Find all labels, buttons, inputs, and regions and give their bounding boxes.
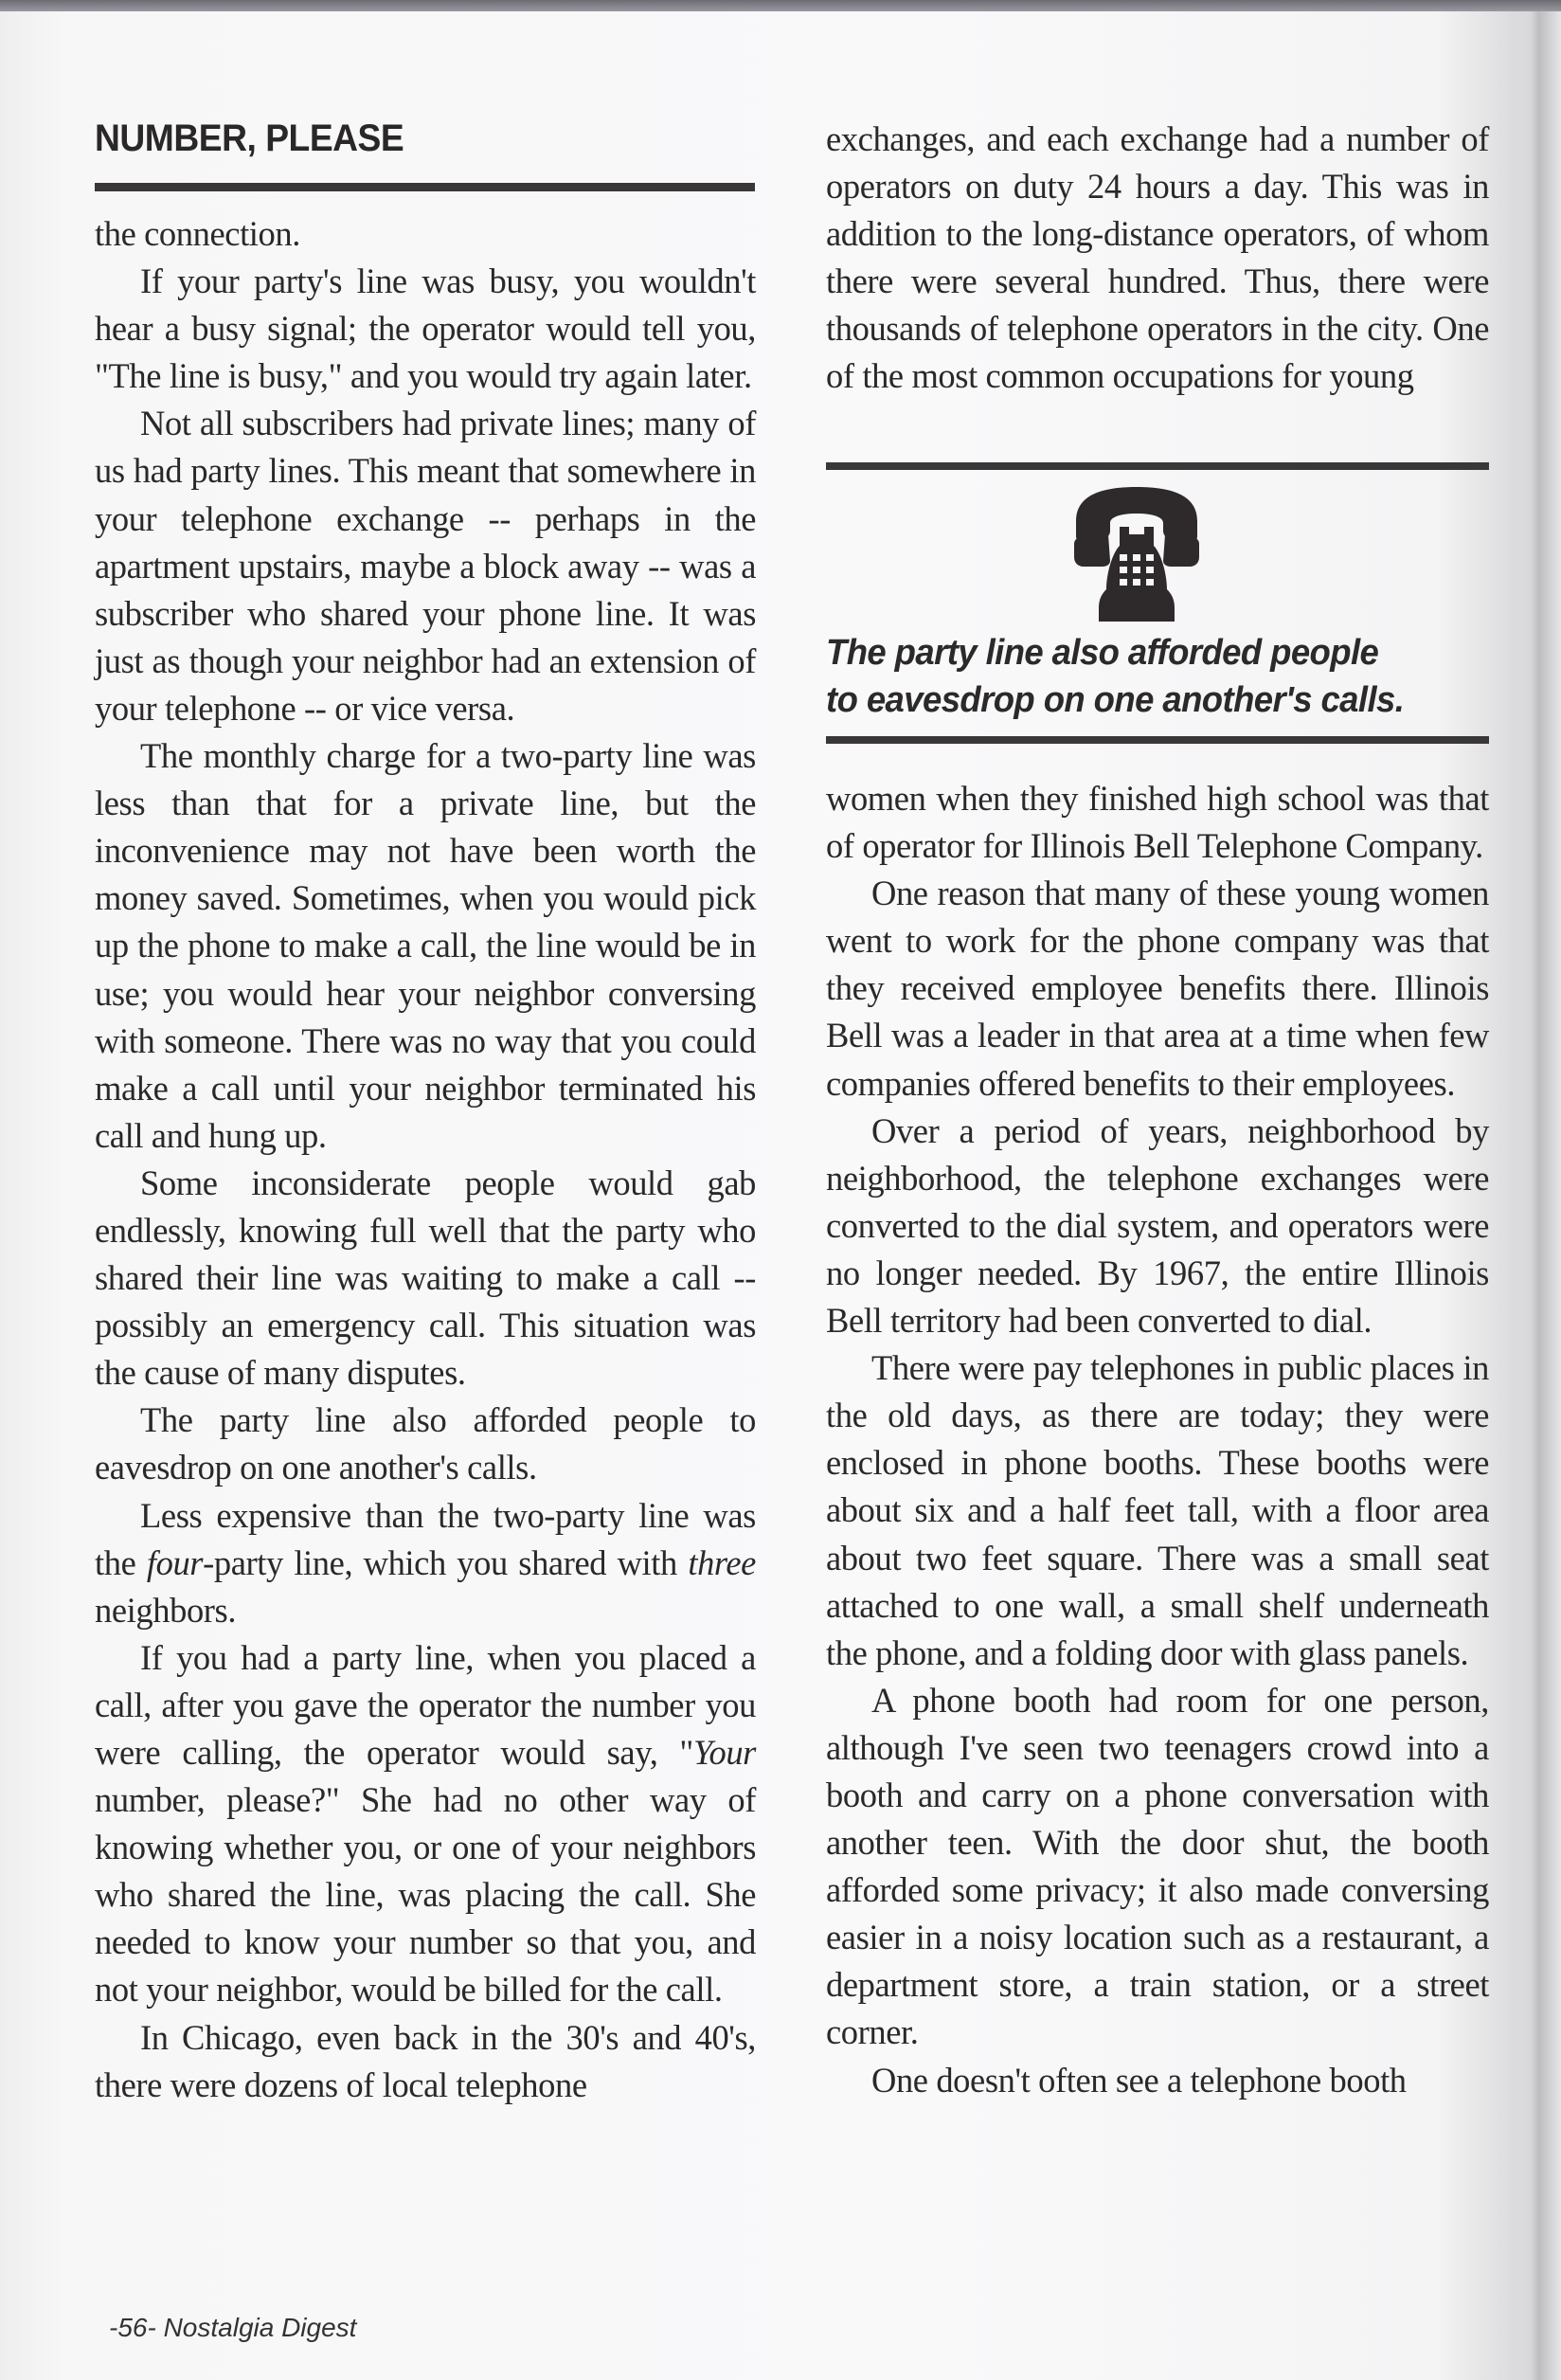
section-header: NUMBER, PLEASE <box>95 117 404 159</box>
text-run: There were pay telephones in public places in the old days, as there are today; they were enclosed in phone booths. These booths were about six and a half feet tall, with a floor area about two feet square. There was a small seat attached to one wall, a small shelf underneath the phone, and a folding door with glass panels. <box>826 1348 1489 1672</box>
paragraph <box>826 116 1489 401</box>
paragraph <box>826 775 1489 870</box>
paragraph <box>95 2014 756 2109</box>
text-run: If your party's line was busy, you wouldn't hear a busy signal; the operator would tell you, "The line is busy," and you would try again later. <box>95 261 756 396</box>
text-run: Not all subscribers had private lines; many of us had party lines. This meant that somewhere in your telephone exchange -- perhaps in the apartment upstairs, maybe a block away -- was a subscriber who shared your phone line. It was just as though your neighbor had an extension of your telephone -- or vice versa. <box>95 404 756 728</box>
italic-text: four <box>146 1542 204 1582</box>
text-run: Over a period of years, neighborhood by neighborhood, the telephone exchanges were converted to the dial system, and operators were no longer needed. By 1967, the entire Illinois Bell territory had been converted to dial. <box>826 1110 1489 1341</box>
text-run: The monthly charge for a two-party line was less than that for a private line, but the inconvenience may not have been worth the money saved. Sometimes, when you would pick up the phone to make a call, the line would be in use; you would hear your neighbor conversing with someone. There was no way that you could make a call until your neighbor terminated his call and hung up. <box>95 736 756 1155</box>
text-run: number, please?" She had no other way of knowing whether you, or one of your neighbors who shared the line, was placing the call. She needed to know your number so that you, and not your neighbor, would be billed for the call. <box>95 1780 756 2010</box>
pull-quote-bottom-rule <box>826 736 1489 744</box>
paragraph <box>95 1160 756 1397</box>
text-run: The party line also afforded people to eavesdrop on one another's calls. <box>95 1400 756 1488</box>
text-run: exchanges, and each exchange had a number of operators on duty 24 hours a day. This was in addition to the long-distance operators, of whom there were several hundred. Thus, there were thousands of telephone operators in the city. One of the most common occupations for young <box>826 119 1489 396</box>
scan-top-edge <box>0 0 1561 11</box>
text-run: In Chicago, even back in the 30's and 40's, there were dozens of local telephone <box>95 2017 756 2104</box>
text-run: A phone booth had room for one person, although I've seen two teenagers crowd into a booth and carry on a phone conversation with another teen. With the door shut, the booth afforded some privacy; it also made conversing easier in a noisy location such as a restaurant, a department store, a train station, or a street corner. <box>826 1680 1489 2052</box>
paragraph <box>95 258 756 400</box>
text-run: women when they finished high school was that of operator for Illinois Bell Telephone Company. <box>826 779 1489 866</box>
paragraph <box>95 1397 756 1491</box>
text-run: Less expensive than the two-party line was the <box>95 1495 756 1582</box>
text-run: neighbors. <box>95 1590 237 1630</box>
pull-quote <box>826 629 1467 724</box>
paragraph <box>826 2057 1489 2104</box>
pull-quote-line-1: The party line also afforded people <box>826 633 1379 673</box>
paragraph <box>95 1492 756 1634</box>
right-column-top <box>826 116 1489 401</box>
text-run: If you had a party line, when you placed a call, after you gave the operator the number you were calling, the operator would say, " <box>95 1637 756 1772</box>
pull-quote-top-rule <box>826 462 1489 470</box>
page-folio: -56- Nostalgia Digest <box>109 2313 357 2342</box>
paragraph <box>95 1634 756 2014</box>
paragraph <box>95 732 756 1160</box>
telephone-handset <box>1076 487 1197 543</box>
paragraph <box>826 1344 1489 1677</box>
paragraph <box>826 1108 1489 1344</box>
telephone-keypad <box>1120 554 1154 586</box>
text-run: Some inconsiderate people would gab endlessly, knowing full well that the party who shared their line was waiting to make a call -- possibly an emergency call. This situation was the cause of many disputes. <box>95 1163 756 1393</box>
text-run: -party line, which you shared with <box>203 1542 689 1582</box>
text-run: One doesn't often see a telephone booth <box>871 2060 1407 2100</box>
left-column <box>95 210 756 2109</box>
telephone-base <box>1099 527 1175 622</box>
text-run: One reason that many of these young women went to work for the phone company was that they received employee benefits there. Illinois Bell was a leader in that area at a time when few companies offered benefits to their employees. <box>826 874 1489 1103</box>
pull-quote-line-2: to eavesdrop on one another's calls. <box>826 680 1405 720</box>
paragraph <box>95 210 756 258</box>
right-column-bottom <box>826 775 1489 2104</box>
header-rule <box>95 183 755 191</box>
paragraph <box>826 870 1489 1107</box>
binding-gutter-shadow <box>1506 11 1561 2380</box>
paragraph <box>826 1677 1489 2057</box>
italic-text: three <box>688 1542 756 1582</box>
paragraph <box>95 400 756 732</box>
italic-text: Your <box>692 1733 756 1772</box>
text-run: the connection. <box>95 214 300 253</box>
telephone-icon <box>1070 483 1203 622</box>
